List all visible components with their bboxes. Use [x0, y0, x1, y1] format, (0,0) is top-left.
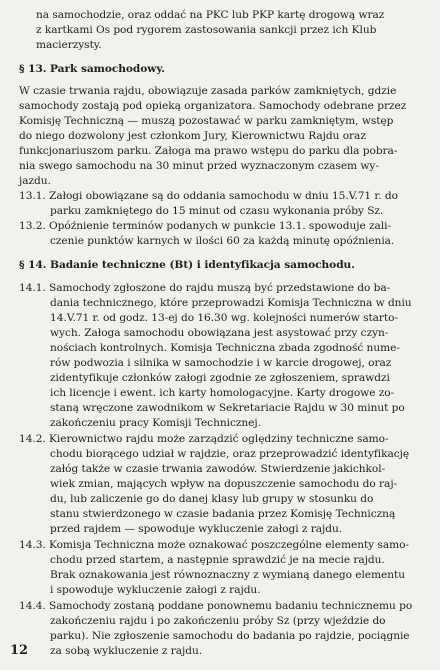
text-line: przed rajdem — spowoduje wykluczenie załogi z rajdu.	[50, 523, 343, 535]
text-line: funkcjonariuszom parku. Załoga ma prawo wstępu do parku dla pobra-	[19, 145, 398, 157]
text-line: stanu stwierdzonego w czasie badania przez Komisję Techniczną	[50, 508, 396, 520]
text-line: W czasie trwania rajdu, obowiązuje zasada parków zamkniętych, gdzie	[19, 85, 397, 97]
text-line: 14.3. Komisja Techniczna może oznakować poszczególne elementy samo-	[19, 539, 409, 551]
text-line: na samochodzie, oraz oddać na PKC lub PKP kartę drogową wraz	[36, 9, 385, 21]
text-line: 14.4. Samochody zostaną poddane ponownemu badaniu technicznemu po	[19, 600, 413, 612]
text-line: parku zamkniętego do 15 minut od czasu wykonania próby Sz.	[50, 205, 384, 217]
text-line: staną wręczone zawodnikom w Sekretariacie Rajdu w 30 minut po	[50, 402, 405, 414]
text-line: z kartkami Os pod rygorem zastosowania sankcji przez ich Klub	[36, 24, 377, 36]
text-line: Komisję Techniczną — muszą pozostawać w parku zamkniętym, wstęp	[19, 115, 394, 127]
text-line: i spowoduje wykluczenie załogi z rajdu.	[50, 584, 261, 596]
text-line: ich licencje i ewent. ich karty homologacyjne. Karty drogowe zo-	[50, 387, 395, 399]
text-line: za sobą wykluczenie z rajdu.	[50, 645, 203, 657]
section-heading: § 13. Park samochodowy.	[19, 63, 165, 75]
text-line: 14.2. Kierownictwo rajdu może zarządzić oględziny techniczne samo-	[19, 433, 389, 445]
text-line: 14.V.71 r. od godz. 13-ej do 16.30 wg. kolejności numerów starto-	[50, 312, 399, 324]
text-line: dania technicznego, które przeprowadzi Komisja Techniczna w dniu	[50, 297, 412, 309]
text-line: nia swego samochodu na 30 minut przed wyznaczonym czasem wy-	[19, 160, 379, 172]
page-number: 12	[10, 643, 29, 658]
text-line: zakończeniu pracy Komisji Technicznej.	[50, 417, 261, 429]
text-line: rów podwozia i silnika w samochodzie i w karcie drogowej, oraz	[50, 357, 392, 369]
text-line: samochody zostają pod opieką organizatora. Samochody odebrane przez	[19, 100, 407, 112]
text-line: zakończeniu rajdu i po zakończeniu próby Sz (przy wjeździe do	[50, 615, 386, 627]
text-line: 13.2. Opóźnienie terminów podanych w punkcie 13.1. spowoduje zali-	[19, 220, 392, 232]
text-line: wiek zmian, mających wpływ na dopuszczenie samochodu do raj-	[50, 478, 398, 490]
text-line: macierzysty.	[36, 39, 102, 51]
text-line: czenie punktów karnych w ilości 60 za każdą minutę opóźnienia.	[50, 235, 395, 247]
text-line: 14.1. Samochody zgłoszone do rajdu muszą być przedstawione do ba-	[19, 282, 391, 294]
text-line: du, lub zaliczenie go do danej klasy lub grupy w stosunku do	[50, 493, 374, 505]
text-line: do niego dozwolony jest członkom Jury, Kierownictwu Rajdu oraz	[19, 130, 366, 142]
text-line: jazdu.	[19, 175, 51, 187]
text-line: 13.1. Załogi obowiązane są do oddania samochodu w dniu 15.V.71 r. do	[19, 190, 398, 202]
text-line: chodu biorącego udział w rajdzie, oraz przeprowadzić identyfikację	[50, 448, 410, 460]
text-line: zidentyfikuje członków załogi zgodnie ze zgłoszeniem, sprawdzi	[50, 372, 390, 384]
section-heading: § 14. Badanie techniczne (Bt) i identyfikacja samochodu.	[19, 259, 355, 271]
text-line: wych. Załoga samochodu obowiązana jest asystować przy czyn-	[50, 327, 389, 339]
text-line: chodu przed startem, a następnie sprawdzić je na mecie rajdu.	[50, 554, 385, 566]
text-line: parku). Nie zgłoszenie samochodu do badania po rajdzie, pociągnie	[50, 630, 410, 642]
text-line: Brak oznakowania jest równoznaczny z wymianą danego elementu	[50, 569, 405, 581]
text-line: załóg także w czasie trwania zawodów. Stwierdzenie jakichkol-	[50, 463, 386, 475]
text-line: nościach kontrolnych. Komisja Techniczna zbada zgodność nume-	[50, 342, 400, 354]
